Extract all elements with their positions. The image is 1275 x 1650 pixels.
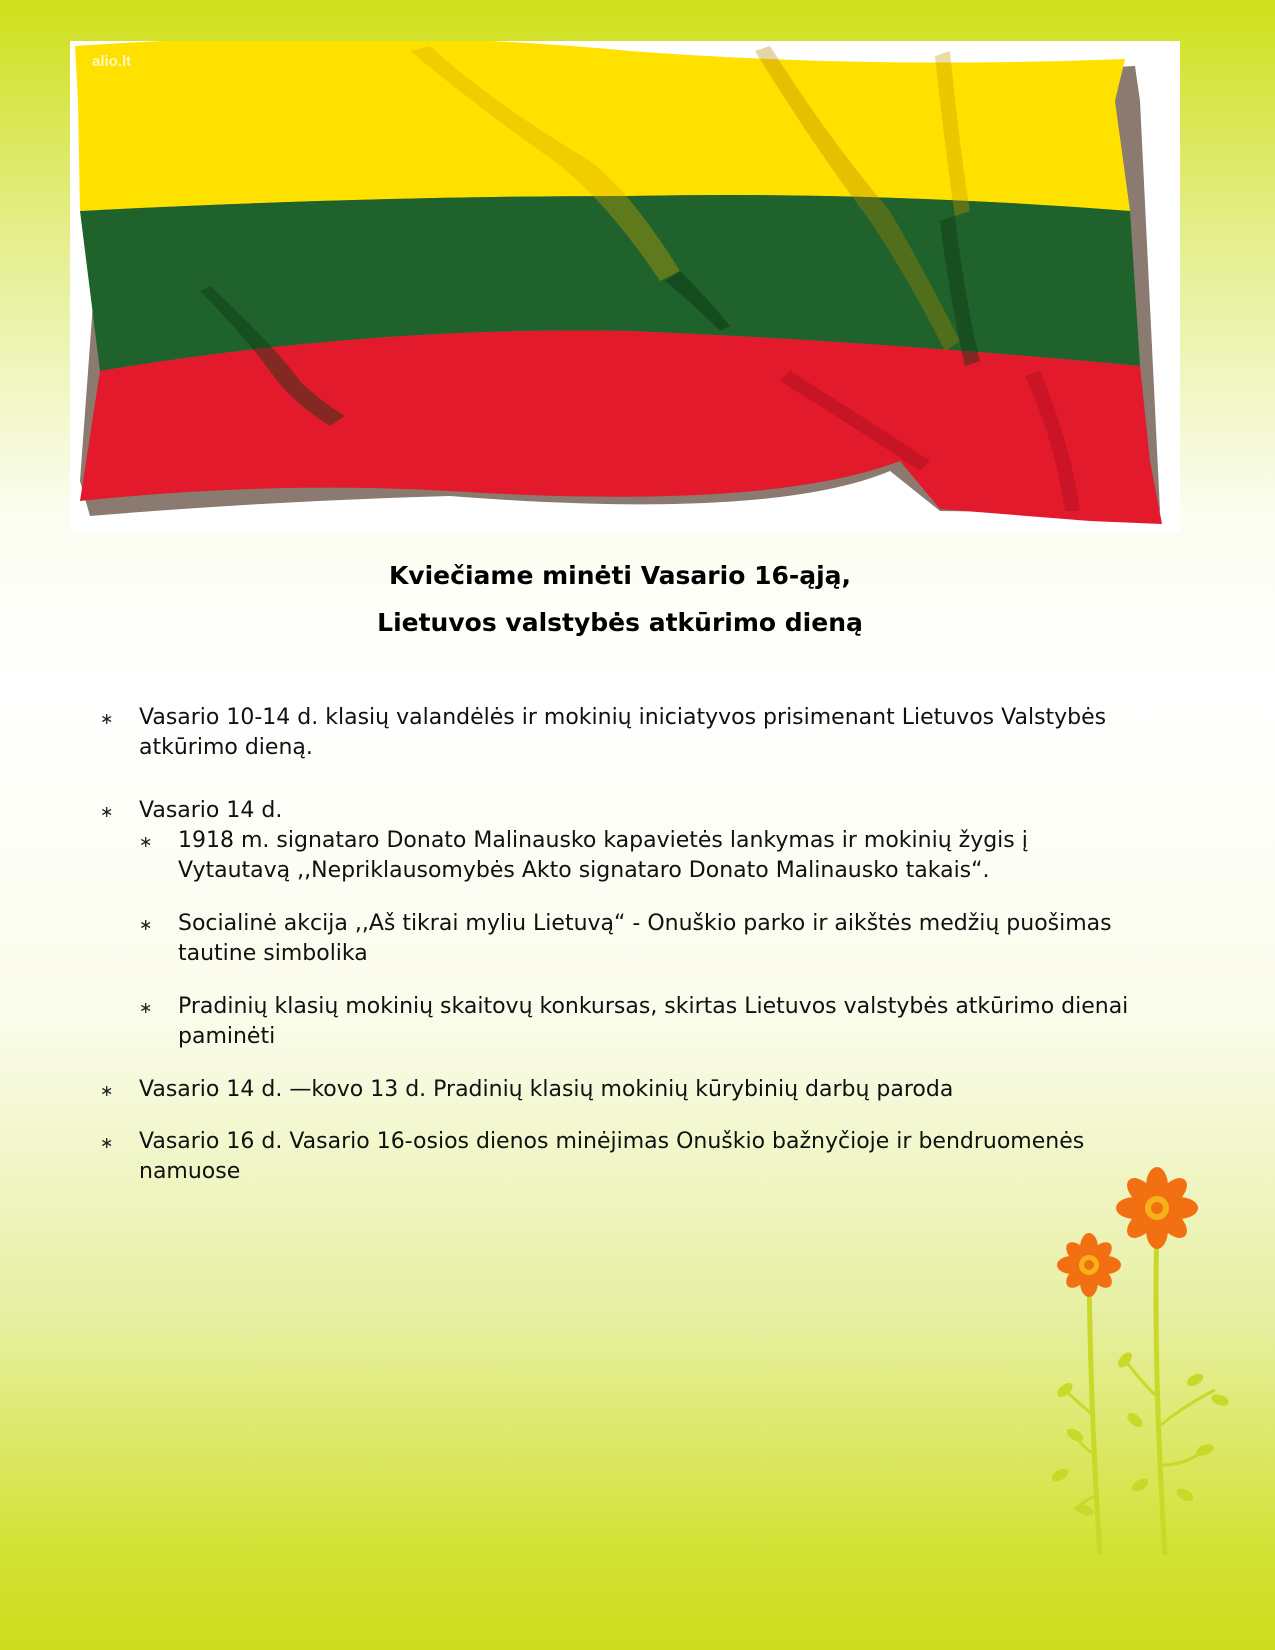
orange-flowers-icon bbox=[1045, 1165, 1245, 1565]
bullet-icon: ∗ bbox=[100, 1133, 114, 1152]
heading-line-1: Kviečiame minėti Vasario 16-ąją, bbox=[388, 561, 852, 590]
list-item bbox=[100, 1127, 1140, 1187]
list-item-text: Vasario 10-14 d. klasių valandėlės ir mokinių iniciatyvos prisimenant Lietuvos Valstybės atkūrimo dieną. bbox=[139, 705, 1107, 760]
heading-line-2: Lietuvos valstybės atkūrimo dieną bbox=[377, 608, 863, 637]
sub-list bbox=[139, 826, 1140, 1052]
events-list bbox=[100, 703, 1140, 1187]
watermark-text: alio.lt bbox=[92, 53, 132, 70]
sub-list-item-text: Socialinė akcija ,,Aš tikrai myliu Lietuvą“ - Onuškio parko ir aikštės medžių puošimas tautine simbolika bbox=[178, 911, 1112, 966]
flag-image bbox=[70, 41, 1180, 532]
bullet-icon: ∗ bbox=[100, 802, 114, 821]
list-item-text: Vasario 14 d. —kovo 13 d. Pradinių klasių mokinių kūrybinių darbų paroda bbox=[139, 1077, 954, 1102]
sub-list-item-text: Pradinių klasių mokinių skaitovų konkursas, skirtas Lietuvos valstybės atkūrimo dienai paminėti bbox=[178, 994, 1129, 1049]
page-heading bbox=[0, 552, 1240, 646]
bullet-icon: ∗ bbox=[139, 832, 153, 851]
bullet-icon: ∗ bbox=[100, 1081, 114, 1100]
list-item bbox=[100, 1075, 1140, 1105]
sub-list-item bbox=[139, 992, 1140, 1052]
bullet-icon: ∗ bbox=[100, 709, 114, 728]
sub-list-item bbox=[139, 909, 1140, 969]
list-item-text: Vasario 16 d. Vasario 16-osios dienos minėjimas Onuškio bažnyčioje ir bendruomenės namuose bbox=[139, 1129, 1085, 1184]
list-item bbox=[100, 703, 1140, 763]
list-item-text: Vasario 14 d. bbox=[139, 798, 283, 823]
lithuanian-flag-icon bbox=[70, 41, 1180, 532]
sub-list-item bbox=[139, 826, 1140, 886]
list-item bbox=[100, 796, 1140, 1052]
bullet-icon: ∗ bbox=[139, 915, 153, 934]
bullet-icon: ∗ bbox=[139, 998, 153, 1017]
sub-list-item-text: 1918 m. signataro Donato Malinausko kapavietės lankymas ir mokinių žygis į Vytautavą ,,Nepriklausomybės Akto signataro Donato Malinausko takais“. bbox=[178, 828, 1028, 883]
